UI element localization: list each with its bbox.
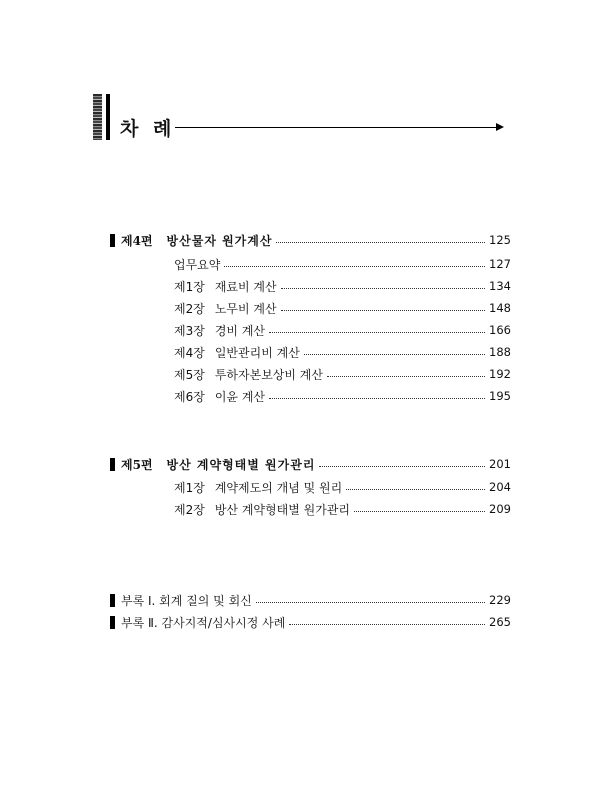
chapter-number: 제5장: [174, 367, 205, 382]
arrow-right-icon: [496, 123, 504, 131]
part-title: 방산물자 원가계산: [166, 233, 273, 248]
dot-leader: [346, 489, 485, 490]
toc-entry[interactable]: [174, 364, 511, 384]
part-title: 방산 계약형태별 원가관리: [166, 457, 316, 472]
entry-title: 재료비 계산: [214, 279, 277, 294]
page-number: 265: [489, 615, 511, 629]
entry-title: 계약제도의 개념 및 원리: [214, 480, 343, 495]
toc-entry[interactable]: [174, 386, 511, 406]
dot-leader: [224, 266, 485, 267]
dot-leader: [327, 376, 485, 377]
appendix-title: 부록 Ⅱ. 감사지적/심사시정 사례: [121, 615, 286, 630]
chapter-number: 제6장: [174, 389, 205, 404]
page-number: 166: [489, 323, 511, 337]
chapter-number: 제2장: [174, 502, 205, 517]
page-number: 201: [489, 457, 511, 471]
chapter-number: 제3장: [174, 323, 205, 338]
square-bullet-icon: [110, 458, 115, 471]
dot-leader: [319, 466, 485, 467]
toc-entry[interactable]: [174, 276, 511, 296]
entry-title: 업무요약: [174, 257, 221, 272]
toc-entry[interactable]: [174, 254, 511, 274]
entry-title: 방산 계약형태별 원가관리: [214, 502, 350, 517]
square-bullet-icon: [110, 594, 115, 607]
part-number: 제4편: [121, 233, 153, 248]
toc-appendix-1[interactable]: [110, 590, 511, 610]
toc-part-5[interactable]: [110, 454, 511, 474]
page-number: 188: [489, 345, 511, 359]
toc-header: [93, 94, 513, 140]
chapter-number: 제4장: [174, 345, 205, 360]
entry-title: 경비 계산: [214, 323, 266, 338]
toc-entry[interactable]: [174, 298, 511, 318]
page-number: 134: [489, 279, 511, 293]
page-number: 192: [489, 367, 511, 381]
chapter-number: 제2장: [174, 301, 205, 316]
entry-title: 투하자본보상비 계산: [214, 367, 323, 382]
part-number: 제5편: [121, 457, 153, 472]
toc-entry[interactable]: [174, 499, 511, 519]
toc-entry[interactable]: [174, 477, 511, 497]
toc-entry[interactable]: [174, 320, 511, 340]
page-number: 229: [489, 593, 511, 607]
appendix-title: 부록 Ⅰ. 회계 질의 및 회신: [121, 593, 252, 608]
page-number: 148: [489, 301, 511, 315]
title-rule: [175, 127, 497, 128]
dot-leader: [281, 288, 485, 289]
toc-entry[interactable]: [174, 342, 511, 362]
entry-title: 이윤 계산: [214, 389, 266, 404]
dot-leader: [304, 354, 485, 355]
dot-leader: [281, 310, 485, 311]
page-title: 차 례: [120, 118, 176, 140]
entry-title: 노무비 계산: [214, 301, 277, 316]
dot-leader: [276, 242, 485, 243]
page-number: 125: [489, 233, 511, 247]
decorative-pattern-icon: [93, 94, 102, 140]
dot-leader: [269, 332, 485, 333]
entry-title: 일반관리비 계산: [214, 345, 300, 360]
page-number: 204: [489, 480, 511, 494]
toc-part-4[interactable]: [110, 230, 511, 250]
dot-leader: [354, 511, 485, 512]
square-bullet-icon: [110, 234, 115, 247]
page-number: 127: [489, 257, 511, 271]
chapter-number: 제1장: [174, 279, 205, 294]
title-bar: [106, 94, 110, 140]
square-bullet-icon: [110, 616, 115, 629]
dot-leader: [256, 602, 485, 603]
dot-leader: [289, 624, 485, 625]
dot-leader: [269, 398, 485, 399]
page-number: 209: [489, 502, 511, 516]
page-number: 195: [489, 389, 511, 403]
toc-appendix-2[interactable]: [110, 612, 511, 632]
chapter-number: 제1장: [174, 480, 205, 495]
